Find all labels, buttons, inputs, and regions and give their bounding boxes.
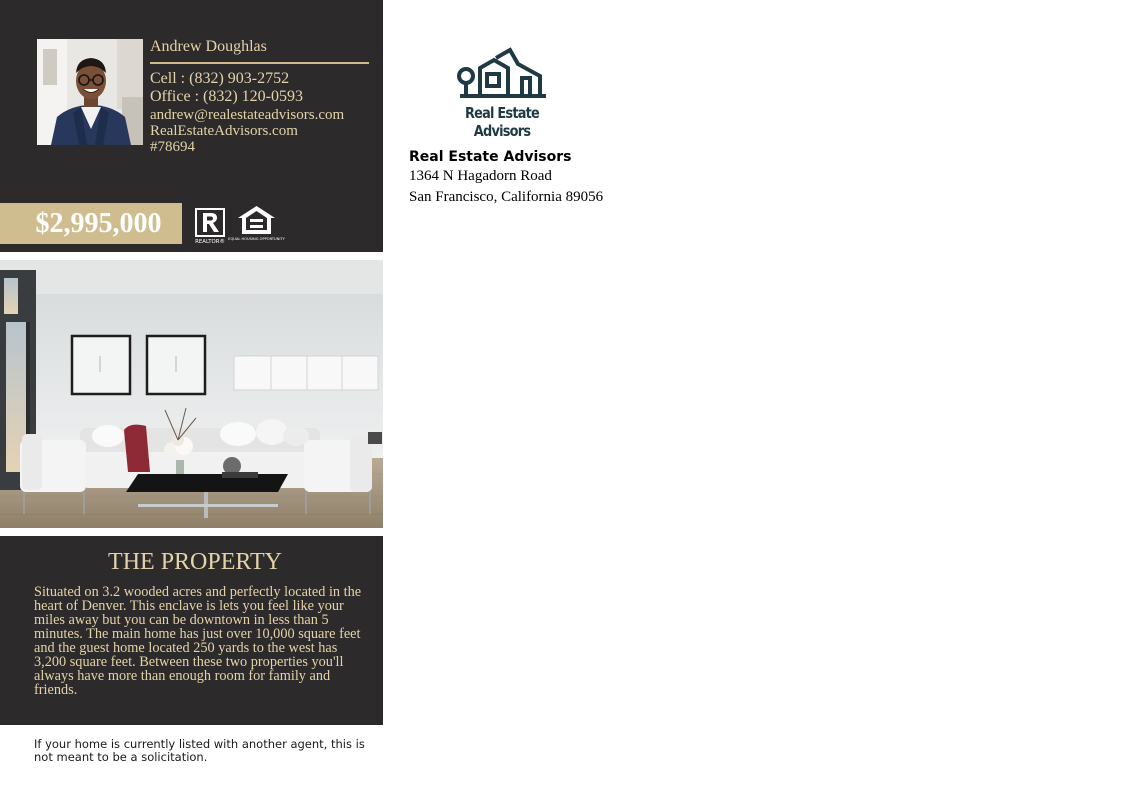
- company-address-line1: 1364 N Hagadorn Road: [409, 168, 552, 184]
- property-description: Situated on 3.2 wooded acres and perfectly located in the heart of Denver. This enclave is lets you feel like your miles away but you can be downtown in less than 5 minutes. The main home has just over 10,000 square feet and the guest home located 250 yards to the west has 3,200 square feet. Between these two properties you'll always have more than enough room for family and friends.: [34, 584, 362, 698]
- agent-license-number: #78694: [150, 139, 195, 155]
- logo-wordmark: Real Estate Advisors: [464, 104, 540, 140]
- agent-office-phone[interactable]: Office : (832) 120-0593: [150, 88, 303, 105]
- name-divider: [150, 62, 369, 64]
- agent-email-link[interactable]: andrew@realestateadvisors.com: [150, 107, 345, 123]
- company-address-line2: San Francisco, California 89056: [409, 189, 604, 205]
- solicitation-disclaimer: If your home is currently listed with another agent, this is not meant to be a solicitation.: [34, 737, 365, 764]
- agent-photo: [37, 39, 143, 145]
- equal-housing-text: EQUAL HOUSING OPPORTUNITY: [228, 237, 285, 241]
- company-name: Real Estate Advisors: [409, 149, 572, 165]
- property-section-title: THE PROPERTY: [108, 549, 282, 575]
- agent-name: Andrew Doughlas: [150, 38, 267, 55]
- listing-price: $2,995,000: [35, 208, 162, 239]
- real-estate-advisors-logo-icon: [456, 46, 548, 100]
- equal-housing-icon: [228, 205, 285, 245]
- property-living-room-photo: [0, 260, 383, 528]
- agent-website-link[interactable]: RealEstateAdvisors.com: [150, 123, 298, 139]
- realtor-logo-icon: [194, 207, 226, 245]
- agent-cell-phone[interactable]: Cell : (832) 903-2752: [150, 70, 290, 87]
- realtor-logo-text: REALTOR®: [195, 239, 225, 245]
